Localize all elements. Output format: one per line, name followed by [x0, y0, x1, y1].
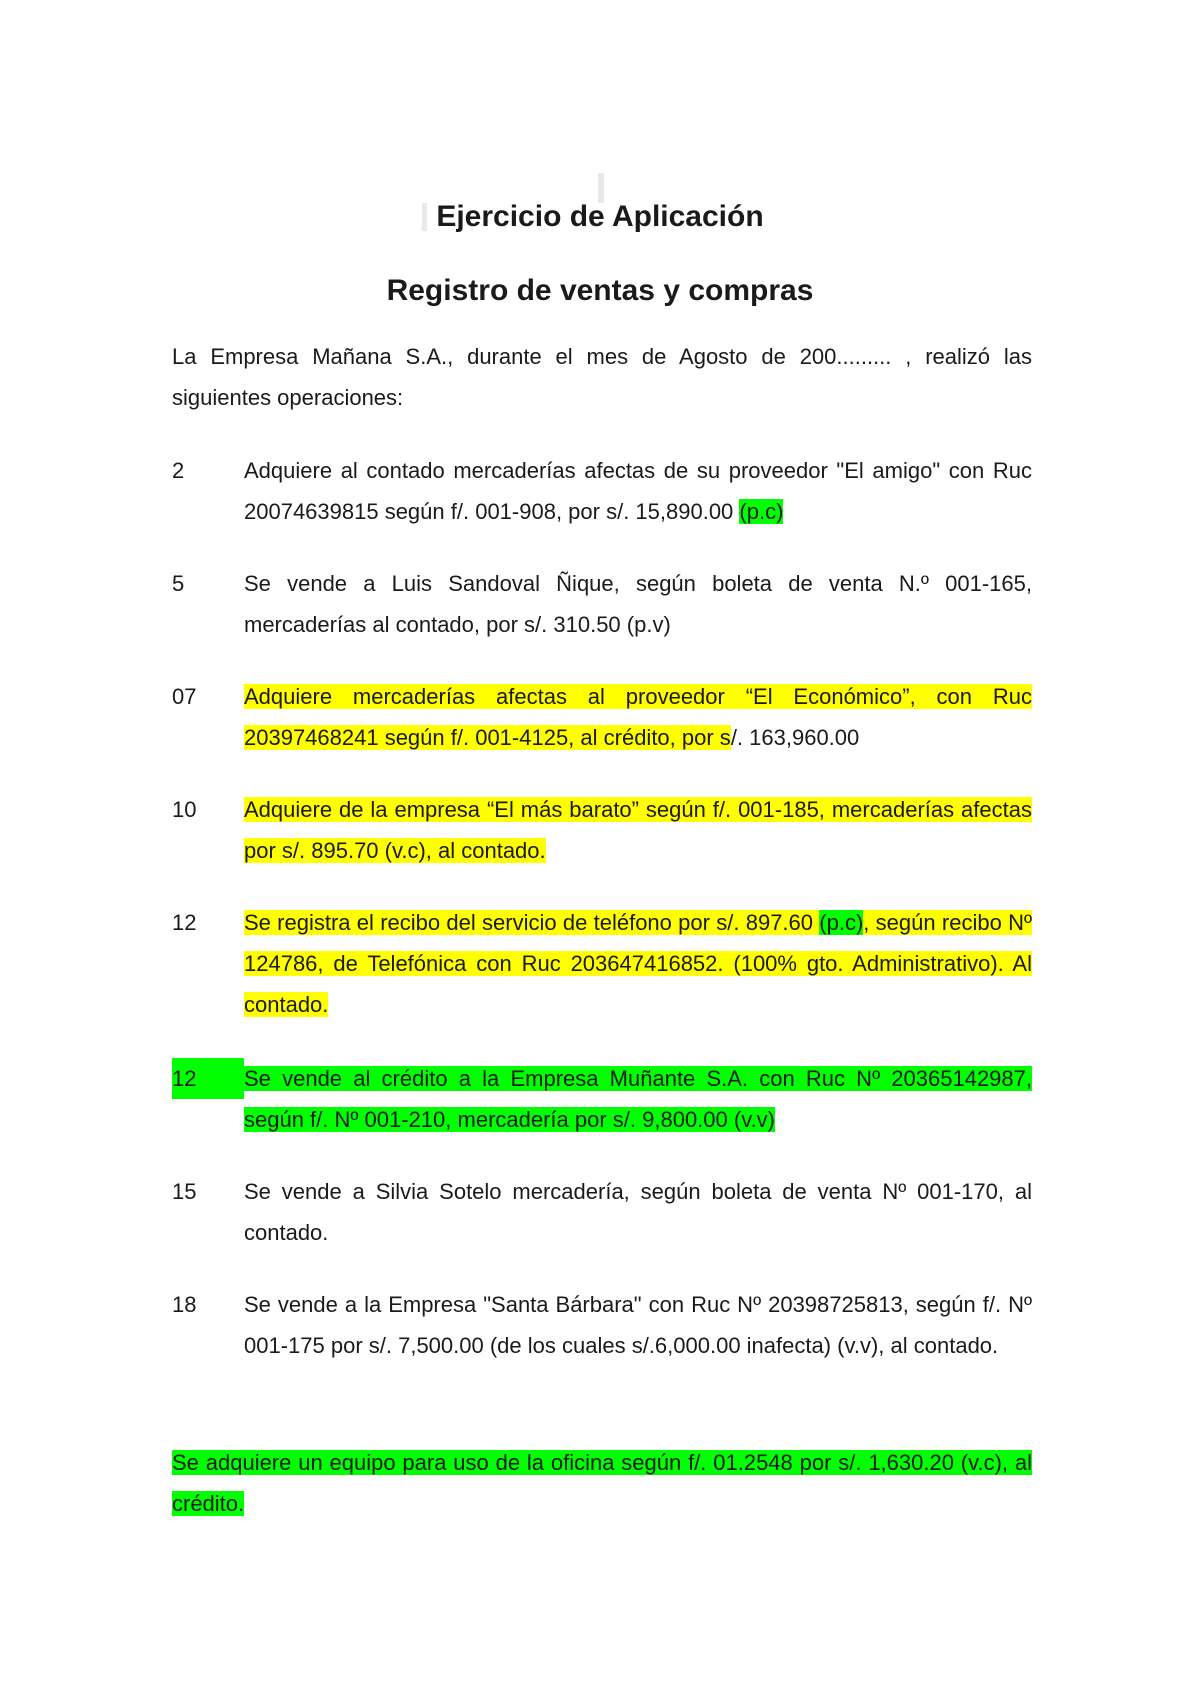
operation-day: 2 — [172, 458, 185, 483]
operation-text — [244, 450, 1032, 532]
operation-day: 5 — [172, 571, 185, 596]
operation-text — [244, 1058, 1032, 1140]
operation-day — [172, 1058, 244, 1099]
operation-text: Se vende a Silvia Sotelo mercadería, según boleta de venta Nº 001-170, al contado. — [244, 1179, 1032, 1245]
operation-day: 10 — [172, 797, 197, 822]
operation-item — [172, 902, 1032, 1025]
operation-text — [244, 676, 1032, 758]
operation-item — [172, 1171, 1032, 1253]
operation-item — [172, 563, 1032, 645]
document-subtitle: Registro de ventas y compras — [386, 274, 814, 307]
text-cursor-mark — [598, 173, 604, 203]
operation-text — [244, 789, 1032, 871]
operation-item — [172, 789, 1032, 871]
final-text-highlight: Se adquiere un equipo para uso de la oficina según f/. 01.2548 por s/. 1,630.20 (v.c), al crédito. — [172, 1450, 1032, 1516]
operation-day: 07 — [172, 684, 197, 709]
operation-item — [172, 676, 1032, 758]
operation-day: 12 — [172, 910, 197, 935]
operation-text — [244, 902, 1032, 1025]
operation-text-highlight: Se registra el recibo del servicio de teléfono por s/. 897.60 — [244, 910, 820, 935]
operation-day: 18 — [172, 1292, 197, 1317]
operation-day-highlight: 12 — [172, 1058, 244, 1099]
operation-item — [172, 1284, 1032, 1366]
operation-tag-highlight: (p.c) — [819, 910, 864, 935]
intro-paragraph: La Empresa Mañana S.A., durante el mes de Agosto de 200......... , realizó las siguientes operaciones: — [172, 344, 1032, 410]
document-title: Ejercicio de Aplicación — [436, 200, 764, 233]
operation-day: 15 — [172, 1179, 197, 1204]
operation-text: Se vende a la Empresa "Santa Bárbara" con Ruc Nº 20398725813, según f/. Nº 001-175 por s/. 7,500.00 (de los cuales s/.6,000.00 inafecta) (v.v), al contado. — [244, 1292, 1032, 1358]
operation-tag-highlight: (p.c) — [739, 499, 784, 524]
operation-text-part: Adquiere al contado mercaderías afectas de su proveedor "El amigo" con Ruc 20074639815 según f/. 001-908, por s/. 15,890.00 — [244, 458, 1032, 524]
operation-text-highlight: Se vende al crédito a la Empresa Muñante S.A. con Ruc Nº 20365142987, según f/. Nº 001-210, mercadería por s/. 9,800.00 (v.v) — [244, 1066, 1032, 1132]
operation-text-highlight: Adquiere mercaderías afectas al proveedor “El Económico”, con Ruc 20397468241 según f/. 001-4125, al crédito, por s — [244, 684, 1032, 750]
operation-text: Se vende a Luis Sandoval Ñique, según boleta de venta N.º 001-165, mercaderías al contado, por s/. 310.50 (p.v) — [244, 571, 1032, 637]
operation-item — [172, 1058, 1032, 1140]
operation-item — [172, 450, 1032, 532]
final-paragraph — [172, 1442, 1032, 1524]
operation-text-highlight: Adquiere de la empresa “El más barato” según f/. 001-185, mercaderías afectas por s/. 895.70 (v.c), al contado. — [244, 797, 1032, 863]
operation-text-part: /. 163,960.00 — [730, 725, 860, 750]
operation-text-highlight: , según recibo Nº 124786, de Telefónica con Ruc 203647416852. (100% gto. Administrativo). Al contado. — [244, 910, 1033, 1017]
